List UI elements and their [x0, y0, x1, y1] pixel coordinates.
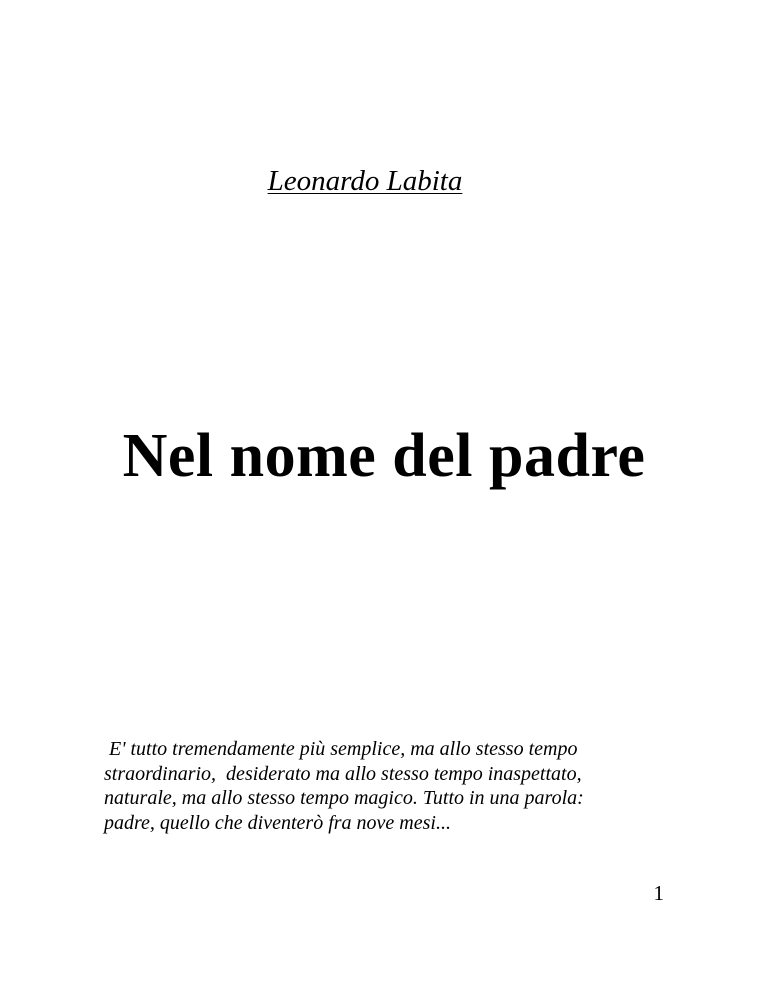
book-title: Nel nome del padre [122, 422, 646, 490]
blurb-line: padre, quello che diventerò fra nove mesi... [104, 811, 451, 834]
author-name: Leonardo Labita [267, 165, 463, 197]
blurb-line: naturale, ma allo stesso tempo magico. Tutto in una parola: [104, 787, 584, 809]
blurb-line: E' tutto tremendamente più semplice, ma allo stesso tempo [104, 738, 578, 760]
page-number: 1 [653, 881, 664, 905]
blurb-line: straordinario, desiderato ma allo stesso tempo inaspettato, [104, 762, 582, 785]
blurb-paragraph [104, 737, 664, 835]
